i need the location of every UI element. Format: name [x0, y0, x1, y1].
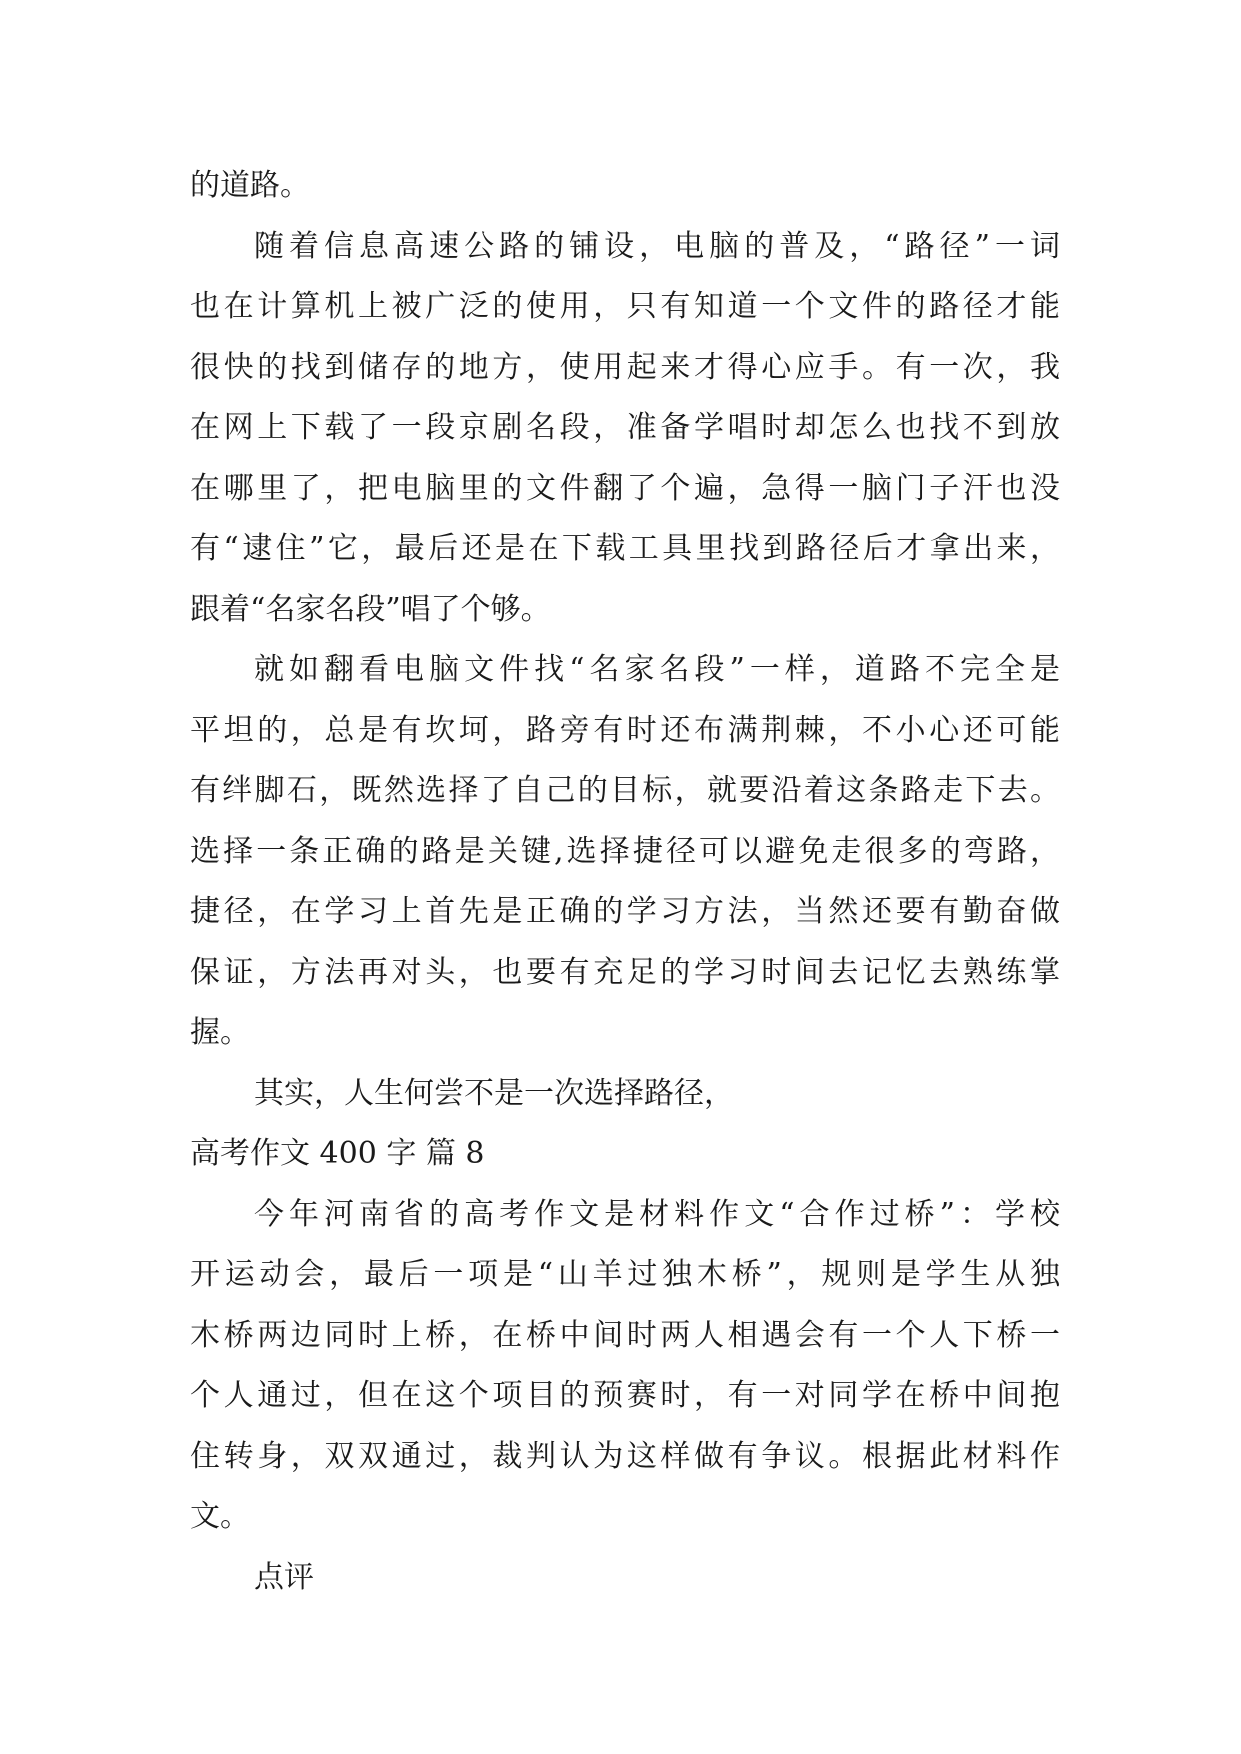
text-line: 今年河南省的高考作文是材料作文“合作过桥”：学校 — [254, 1196, 1060, 1232]
text-line: 选择一条正确的路是关键,选择捷径可以避免走很多的弯路， — [190, 833, 1060, 869]
text-line: 的道路。 — [190, 168, 310, 203]
text-line: 很快的找到储存的地方，使用起来才得心应手。有一次，我 — [190, 349, 1060, 385]
text-line: 捷径，在学习上首先是正确的学习方法，当然还要有勤奋做 — [190, 894, 1060, 929]
text-line: 开运动会，最后一项是“山羊过独木桥”，规则是学生从独 — [190, 1257, 1060, 1292]
text-line: 个人通过，但在这个项目的预赛时，有一对同学在桥中间抱 — [190, 1378, 1060, 1413]
text-line: 也在计算机上被广泛的使用，只有知道一个文件的路径才能 — [190, 289, 1060, 324]
text-line: 平坦的，总是有坎坷，路旁有时还布满荆棘，不小心还可能 — [190, 712, 1060, 748]
text-line: 就如翻看电脑文件找“名家名段”一样，道路不完全是 — [254, 652, 1060, 687]
text-line: 其实，人生何尝不是一次选择路径， — [254, 1075, 734, 1111]
paragraph-exam-prompt — [190, 1185, 1060, 1548]
document-page — [190, 156, 1060, 1608]
paragraph-road-choice — [190, 640, 1060, 1064]
text-line: 有绊脚石，既然选择了自己的目标，就要沿着这条路走下去。 — [190, 773, 1060, 808]
text-line: 有“逮住”它，最后还是在下载工具里找到路径后才拿出来， — [190, 531, 1060, 566]
text-line: 在网上下载了一段京剧名段，准备学唱时却怎么也找不到放 — [190, 410, 1060, 445]
text-line: 握。 — [190, 1015, 250, 1050]
section-heading: 高考作文 400 字 篇 8 — [190, 1136, 485, 1171]
text-line: 跟着“名家名段”唱了个够。 — [190, 591, 551, 627]
text-line: 木桥两边同时上桥，在桥中间时两人相遇会有一个人下桥一 — [190, 1317, 1060, 1353]
text-line: 文。 — [190, 1499, 250, 1534]
text-line: 住转身，双双通过，裁判认为这样做有争议。根据此材料作 — [190, 1438, 1060, 1474]
paragraph-commentary-label — [190, 1548, 1060, 1609]
paragraph-path-computer — [190, 217, 1060, 641]
paragraph-life-path — [190, 1064, 1060, 1125]
text-line: 保证，方法再对头，也要有充足的学习时间去记忆去熟练掌 — [190, 954, 1060, 990]
text-line: 随着信息高速公路的铺设，电脑的普及，“路径”一词 — [254, 228, 1060, 264]
text-line: 在哪里了，把电脑里的文件翻了个遍，急得一脑门子汗也没 — [190, 470, 1060, 506]
paragraph-continuation — [190, 156, 1060, 217]
text-line: 点评 — [254, 1559, 314, 1595]
